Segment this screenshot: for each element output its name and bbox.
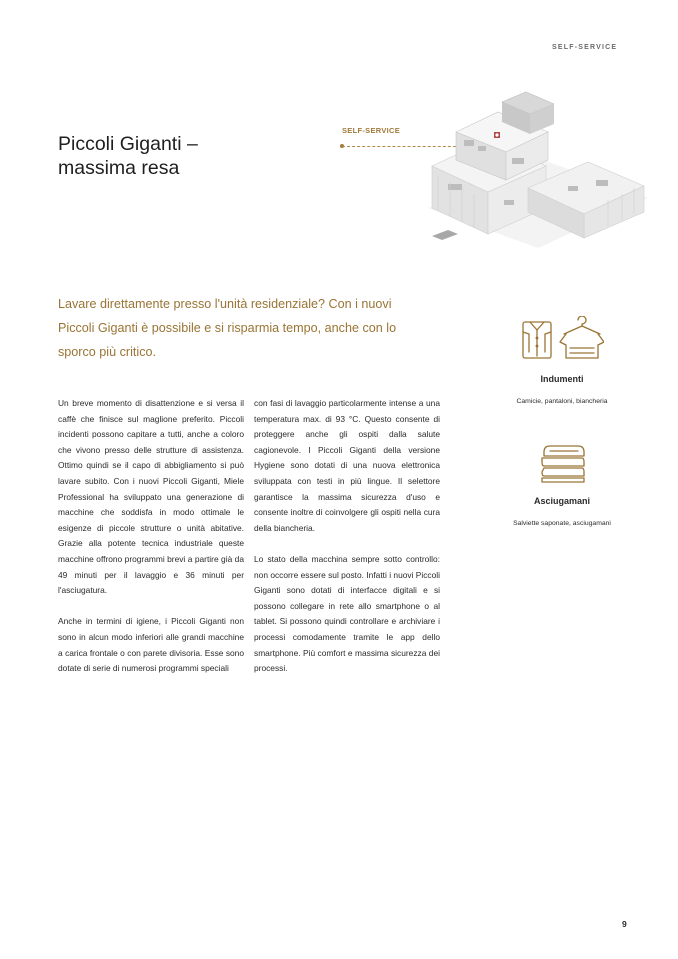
- section-tag: SELF-SERVICE: [552, 44, 618, 51]
- feature-desc-asciugamani: Salviette saponate, asciugamani: [513, 520, 611, 527]
- shirt-hanger-icon: [520, 316, 604, 362]
- page-number: 9: [622, 919, 627, 929]
- illustration-callout-label: SELF-SERVICE: [342, 126, 401, 135]
- folded-towels-icon: [538, 442, 586, 484]
- feature-title-indumenti: Indumenti: [540, 374, 584, 384]
- body-paragraph: con fasi di lavaggio particolarmente intense a una temperatura max. di 93 °C. Questo consente di proteggere anche gli ospiti dalla salute cagionevole. I Piccoli Giganti della versione Hygiene sono dotati di una nuova elettronica sviluppata con testi in più lingue. Il selettore garantisce la massima sicurezza d'uso e consente inoltre di coinvolgere gli ospiti nella cura della biancheria.: [254, 398, 440, 533]
- body-column-1: [58, 396, 244, 692]
- feature-desc-indumenti: Camicie, pantaloni, biancheria: [516, 398, 608, 405]
- residential-building-illustration-icon: [418, 88, 648, 250]
- page-title-line1: Piccoli Giganti –: [58, 133, 198, 155]
- feature-title-asciugamani: Asciugamani: [533, 496, 591, 506]
- body-column-2: [254, 396, 440, 692]
- body-paragraph: Un breve momento di disattenzione e si versa il caffè che finisce sul maglione preferito. Piccoli incidenti possono capitare a tutti, anche a coloro che vivono presso delle strutture di assistenza. Ottimo quindi se il capo di abbigliamento si può lavare subito. Con i nuovi Piccoli Giganti, Miele Professional ha sviluppato una generazione di macchine che soddisfa in modo ottimale le esigenze di piccole strutture o unità abitative. Grazie alla potente tecnica industriale queste macchine offrono programmi brevi a partire già da 49 minuti per il lavaggio e 36 minuti per l'asciugatura.: [58, 398, 244, 596]
- page-title: [58, 132, 298, 180]
- page-title-line2: massima resa: [58, 157, 180, 179]
- body-paragraph: Anche in termini di igiene, i Piccoli Giganti non sono in alcun modo inferiori alle grandi macchine a carica frontale o con parete divisoria. Esse sono dotate di serie di numerosi programmi speciali: [58, 616, 244, 674]
- body-paragraph: Lo stato della macchina sempre sotto controllo: non occorre essere sul posto. Infatti i nuovi Piccoli Giganti sono dotati di interfacce digitali e si possono collegare in rete allo smartphone o al tablet. Si possono quindi controllare e archiviare i processi comodamente tramite le app dello smartphone. Più comfort e massima sicurezza dei processi.: [254, 553, 440, 674]
- lead-paragraph: Lavare direttamente presso l'unità residenziale? Con i nuovi Piccoli Giganti è possibile e si risparmia tempo, anche con lo sporco più critico.: [58, 297, 397, 359]
